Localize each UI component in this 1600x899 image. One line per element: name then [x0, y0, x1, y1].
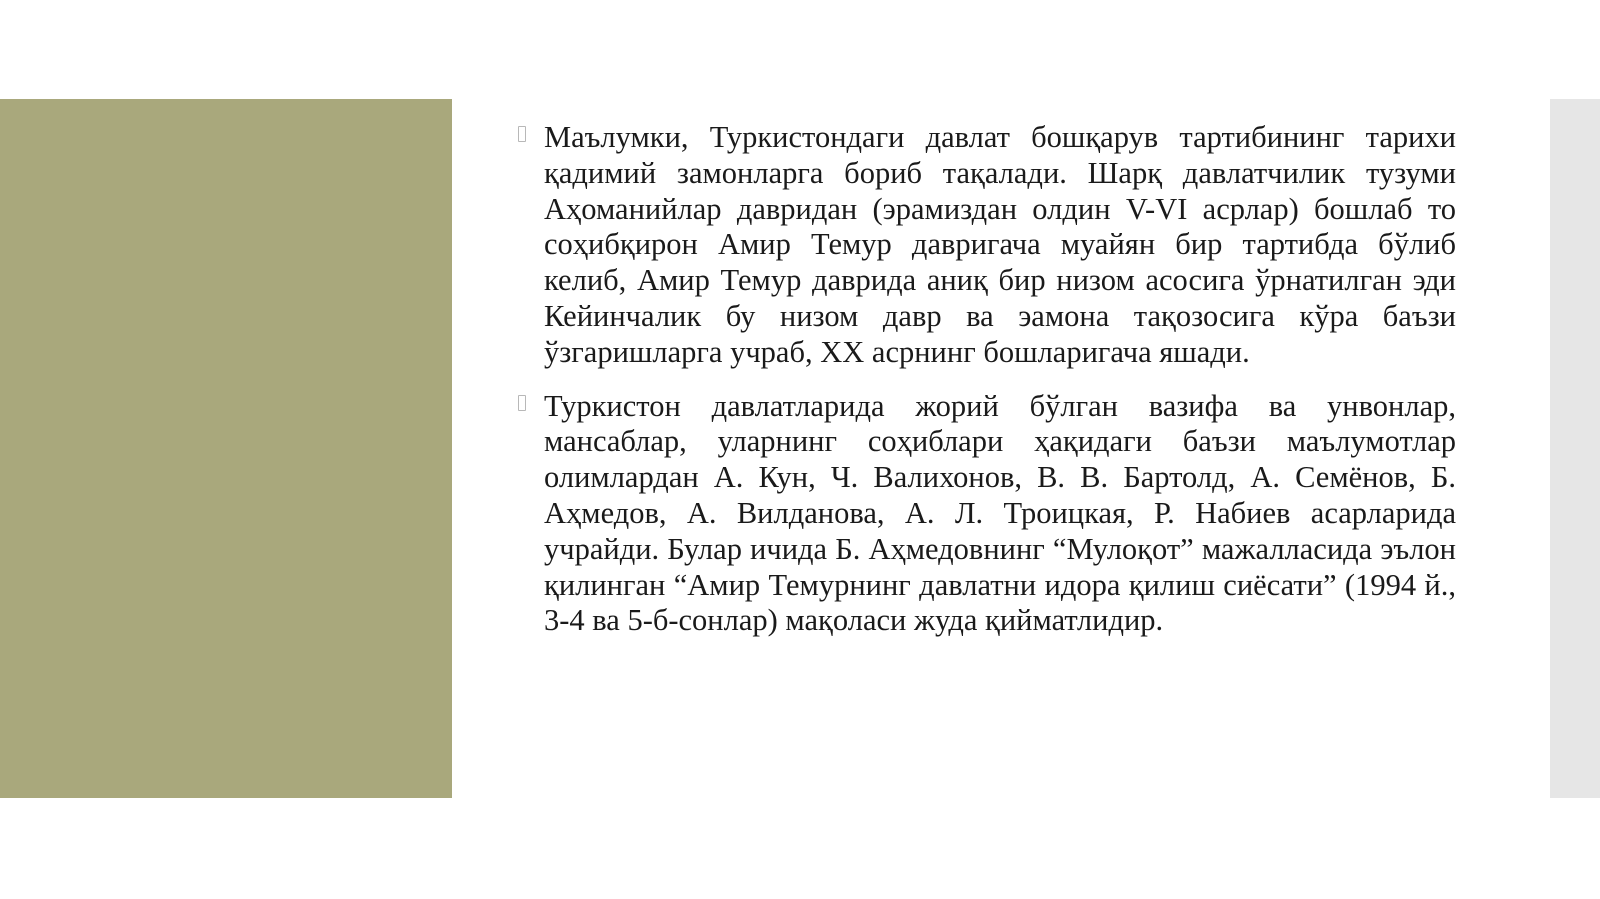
slide-content: [518, 120, 1456, 657]
bullet-square-icon: [518, 126, 526, 142]
bullet-paragraph: Маълумки, Туркистондаги давлат бошқарув тартибининг тарихи қадимий замонларга бориб тақалади. Шарқ давлатчилик тузуми Аҳоманийлар давридан (эрамиздан олдин V-VI асрлар) бошлаб то соҳибқирон Амир Темур давригача муайян бир тартибда бўлиб келиб, Амир Темур даврида аниқ бир низом асосига ўрнатилган эди Кейинчалик бу низом давр ва эамона тақозосига кўра баъзи ўзгаришларга учраб, ХХ асрнинг бошларигача яшади.: [544, 120, 1456, 369]
bullet-item: [518, 120, 1456, 371]
bullet-paragraph: Туркистон давлатларида жорий бўлган вазифа ва унвонлар, мансаблар, уларнинг соҳиблари ҳақидаги баъзи маълумотлар олимлардан А. Кун, Ч. Валихонов, В. В. Бартолд, А. Семёнов, Б. Аҳмедов, А. Вилданова, А. Л. Троицкая, Р. Набиев асарларида учрайди. Булар ичида Б. Аҳмедовнинг “Мулоқот” мажалласида эълон қилинган “Амир Темурнинг давлатни идора қилиш сиёсати” (1994 й., 3-4 ва 5-б-сонлар) мақоласи жуда қийматлидир.: [544, 388, 1456, 638]
bullet-square-icon: [518, 395, 526, 411]
decorative-right-strip: [1550, 99, 1600, 798]
decorative-left-panel: [0, 99, 452, 798]
bullet-item: [518, 389, 1456, 640]
